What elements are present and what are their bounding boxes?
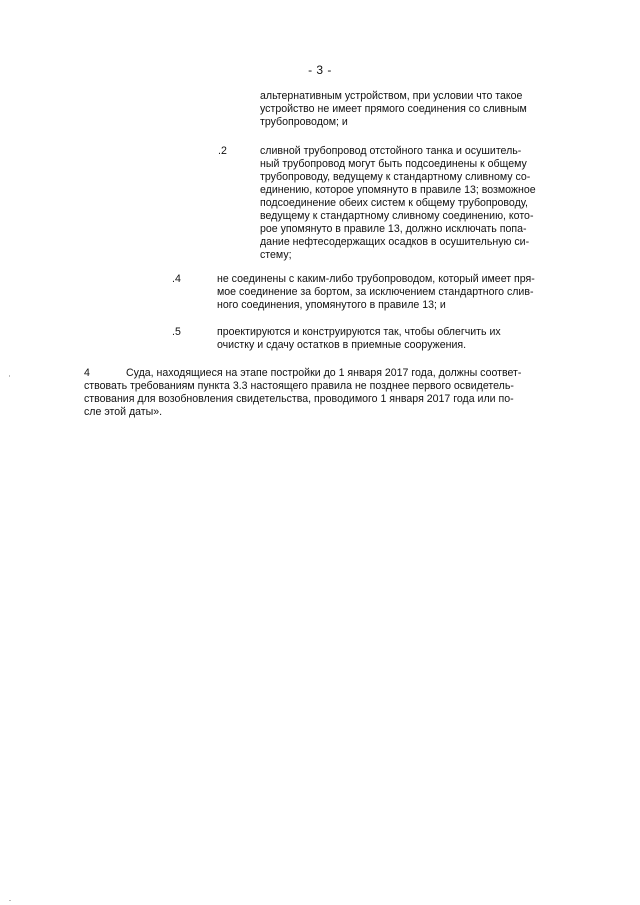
scan-speck (9, 900, 11, 901)
text-line: ный трубопровод могут быть подсоединены к общему (260, 158, 527, 170)
text-line: стему; (260, 249, 292, 261)
item-text (217, 326, 558, 352)
subitem-marker: .2 (218, 145, 227, 157)
text-line: сле этой даты». (84, 406, 163, 418)
text-line: устройство не имеет прямого соединения со сливным (260, 103, 527, 115)
item-text (217, 273, 558, 312)
subitem-text (260, 145, 558, 262)
paragraph-number: 4 (84, 367, 90, 379)
item-marker: .4 (172, 273, 181, 285)
text-line: ствования для возобновления свидетельства, проводимого 1 января 2017 года или по- (84, 393, 514, 405)
intro-text (260, 90, 558, 129)
text-line: дание нефтесодержащих осадков в осушительную си- (260, 236, 530, 248)
text-line: сливной трубопровод отстойного танка и осушитель- (260, 145, 522, 157)
text-line: альтернативным устройством, при условии что такое (260, 90, 523, 102)
item-marker: .5 (172, 326, 181, 338)
text-line: проектируются и конструируются так, чтобы облегчить их (217, 326, 501, 338)
page-number: - 3 - (308, 63, 332, 77)
text-line: рое упомянуто в правиле 13, должно исключать попа- (260, 223, 527, 235)
text-line: ствовать требованиям пункта 3.3 настоящего правила не позднее первого освидетель- (84, 380, 514, 392)
text-line: мое соединение за бортом, за исключением стандартного слив- (217, 286, 534, 298)
text-line: очистку и сдачу остатков в приемные сооружения. (217, 339, 467, 351)
text-line: единению, которое упомянуто в правиле 13; возможное (260, 184, 536, 196)
text-line: трубопроводу, ведущему к стандартному сливному со- (260, 171, 531, 183)
text-line: не соединены с каким-либо трубопроводом, который имеет пря- (217, 273, 535, 285)
text-line: ведущему к стандартному сливному соединению, кото- (260, 210, 534, 222)
text-line: трубопроводом; и (260, 116, 348, 128)
text-line: Суда, находящиеся на этапе постройки до 1 января 2017 года, должны соответ- (126, 367, 522, 379)
text-line: подсоединение обеих систем к общему трубопроводу, (260, 197, 528, 209)
text-line: ного соединения, упомянутого в правиле 13; и (217, 299, 446, 311)
paragraph-text (84, 367, 558, 419)
scan-speck (9, 375, 10, 377)
